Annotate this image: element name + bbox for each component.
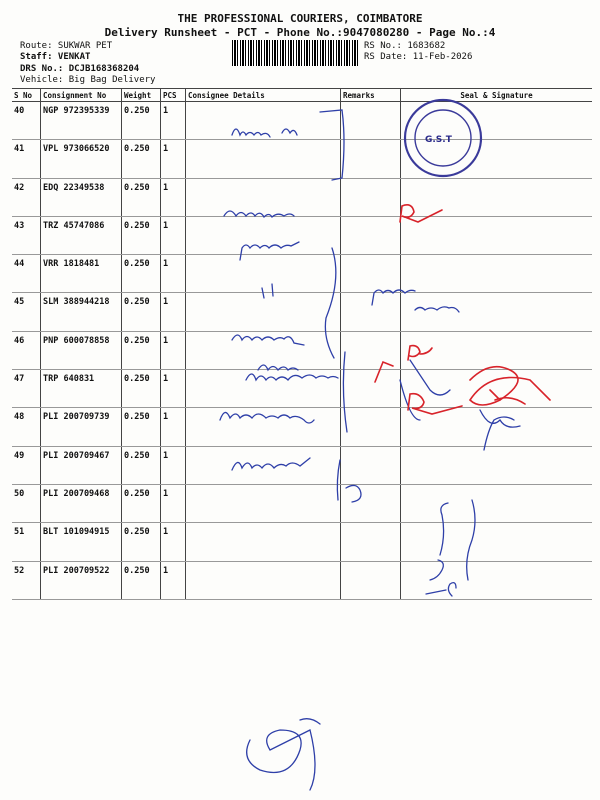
weight-cell: 0.250 [122,408,161,446]
weight-cell: 0.250 [122,293,161,331]
consignment-cell: PNP 600078858 [41,331,122,369]
consignment-cell: PLI 200709468 [41,484,122,522]
rs-number: RS No.: 1683682 [364,41,446,51]
route-label: Route: SUKWAR PET [20,41,113,51]
pcs-cell: 1 [161,102,186,140]
drs-number: DRS No.: DCJB168368204 [20,64,140,74]
pcs-cell: 1 [161,178,186,216]
sno-cell: 45 [12,293,41,331]
consignment-cell: SLM 388944218 [41,293,122,331]
seal-stamp-icon [405,100,481,176]
consignment-cell: PLI 200709467 [41,446,122,484]
consignment-cell: TRZ 45747086 [41,216,122,254]
weight-cell: 0.250 [122,331,161,369]
weight-cell: 0.250 [122,216,161,254]
pcs-cell: 1 [161,216,186,254]
sno-cell: 41 [12,140,41,178]
pcs-cell: 1 [161,293,186,331]
sno-cell: 48 [12,408,41,446]
pcs-cell: 1 [161,561,186,599]
pcs-cell: 1 [161,370,186,408]
consignment-cell: TRP 640831 [41,370,122,408]
staff-label: Staff: VENKAT [20,52,91,62]
col-consignee-header: Consignee Details [186,89,341,102]
col-seal-header: Seal & Signature [401,89,593,102]
sno-cell: 43 [12,216,41,254]
pcs-cell: 1 [161,446,186,484]
weight-cell: 0.250 [122,370,161,408]
weight-cell: 0.250 [122,446,161,484]
rs-date: RS Date: 11-Feb-2026 [364,52,473,62]
col-sno-header: S No [12,89,41,102]
weight-cell: 0.250 [122,484,161,522]
col-weight-header: Weight [122,89,161,102]
weight-cell: 0.250 [122,561,161,599]
weight-cell: 0.250 [122,523,161,561]
pcs-cell: 1 [161,523,186,561]
consignment-cell: PLI 200709522 [41,561,122,599]
sno-cell: 44 [12,255,41,293]
col-pcs-header: PCS [161,89,186,102]
sno-cell: 40 [12,102,41,140]
pcs-cell: 1 [161,484,186,522]
vehicle-label: Vehicle: Big Bag Delivery [20,75,156,85]
consignment-cell: EDQ 22349538 [41,178,122,216]
pcs-cell: 1 [161,331,186,369]
weight-cell: 0.250 [122,140,161,178]
sno-cell: 46 [12,331,41,369]
sno-cell: 47 [12,370,41,408]
company-title: THE PROFESSIONAL COURIERS, COIMBATORE [177,12,423,25]
sno-cell: 42 [12,178,41,216]
col-consignment-header: Consignment No [41,89,122,102]
consignment-cell: PLI 200709739 [41,408,122,446]
consignment-cell: VPL 973066520 [41,140,122,178]
weight-cell: 0.250 [122,178,161,216]
sno-cell: 51 [12,523,41,561]
runsheet-subtitle: Delivery Runsheet - PCT - Phone No.:9047080280 - Page No.:4 [104,26,496,39]
consignment-cell: NGP 972395339 [41,102,122,140]
sno-cell: 50 [12,484,41,522]
pcs-cell: 1 [161,408,186,446]
sno-cell: 52 [12,561,41,599]
pcs-cell: 1 [161,140,186,178]
weight-cell: 0.250 [122,255,161,293]
pcs-cell: 1 [161,255,186,293]
consignment-cell: VRR 1818481 [41,255,122,293]
weight-cell: 0.250 [122,102,161,140]
sno-cell: 49 [12,446,41,484]
col-remarks-header: Remarks [341,89,401,102]
consignment-cell: BLT 101094915 [41,523,122,561]
svg-text:G.S.T: G.S.T [425,135,452,145]
